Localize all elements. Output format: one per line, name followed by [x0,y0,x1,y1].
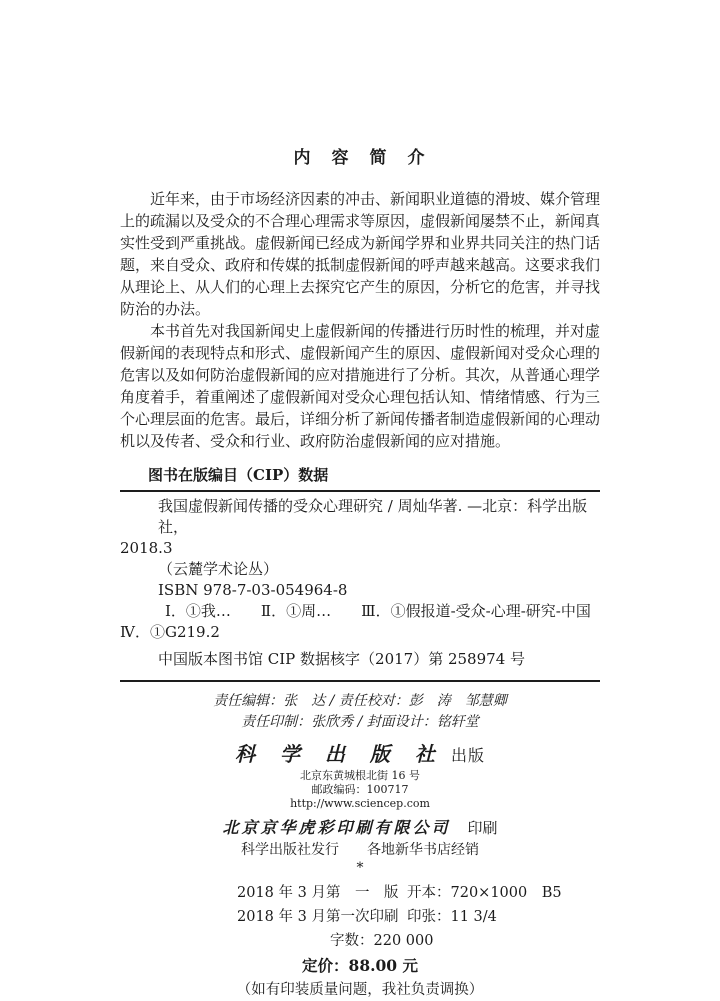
cip-header: 图书在版编目（CIP）数据 [120,464,600,492]
cip-isbn-line: ISBN 978-7-03-054964-8 [158,581,348,599]
separator-asterisk: * [356,860,364,876]
printing-credit-line: 责任印制：张欣秀 / 封面设计：铭轩堂 [241,714,479,730]
distribution-line: 科学出版社发行 各地新华书店经销 [241,842,479,858]
printer-line [120,817,600,839]
publisher-postcode: 邮政编码：100717 [311,783,409,796]
cip-year-line: 2018.3 [120,539,173,557]
printer-logotype: 北京京华虎彩印刷有限公司 [222,818,451,837]
publisher-name-line [120,741,600,769]
cip-classification-line-1: Ⅰ．①我… Ⅱ．①周… Ⅲ．①假报道-受众-心理-研究-中国 [165,602,591,620]
quality-note: （如有印装质量问题，我社负责调换） [236,982,484,998]
edition-row-1 [120,881,600,905]
staff-credits [120,691,600,733]
edition-format: 开本：720×1000 B5 [407,885,562,901]
intro-paragraph-2: 本书首先对我国新闻史上虚假新闻的传播进行历时性的梳理，并对虚假新闻的表现特点和形式、虚假新闻产生的原因、虚假新闻对受众心理的危害以及如何防治虚假新闻的应对措施进行了分析。其次，从普通心理学角度着手，着重阐述了虚假新闻对受众心理包括认知、情绪情感、行为三个心理层面的危害。最后，详细分析了新闻传播者制造虚假新闻的心理动机以及传者、受众和行业、政府防治虚假新闻的应对措施。 [120,322,601,450]
publisher-website: http://www.sciencep.com [290,797,430,810]
printer-role-label: 印刷 [467,819,498,837]
edition-date: 2018 年 3 月第 一 版 [237,885,399,901]
cip-record-number: 中国版本图书馆 CIP 数据核字（2017）第 258974 号 [158,650,526,668]
sheet-count: 印张：11 3/4 [407,909,497,925]
price-line: 定价：88.00 元 [302,956,418,975]
editor-credit-line: 责任编辑：张 达 / 责任校对：彭 涛 邹慧卿 [213,693,507,709]
edition-block [120,881,600,1001]
word-count: 字数：220 000 [330,933,434,949]
cip-classification-line-2: Ⅳ．①G219.2 [120,623,220,641]
page-title: 内 容 简 介 [293,148,427,168]
publisher-logotype: 科 学 出 版 社 [235,742,444,766]
publisher-role-label: 出版 [450,746,485,765]
publisher-address: 北京东黄城根北街 16 号 [300,769,420,782]
edition-row-2 [120,905,600,929]
cip-block [120,464,600,682]
book-copyright-page [120,0,600,1001]
intro-paragraph-1: 近年来，由于市场经济因素的冲击、新闻职业道德的滑坡、媒介管理上的疏漏以及受众的不合理心理需求等原因，虚假新闻屡禁不止，新闻真实性受到严重挑战。虚假新闻已经成为新闻学界和业界共同关注的热门话题，来自受众、政府和传媒的抵制虚假新闻的呼声越来越高。这要求我们从理论上、从人们的心理上去探究它产生的原因，分析它的危害，并寻找防治的办法。 [120,190,601,318]
cip-series-line: （云麓学术论丛） [158,560,279,578]
cip-title-line: 我国虚假新闻传播的受众心理研究 / 周灿华著. —北京：科学出版社， [158,497,588,536]
printing-date: 2018 年 3 月第一次印刷 [237,909,399,925]
